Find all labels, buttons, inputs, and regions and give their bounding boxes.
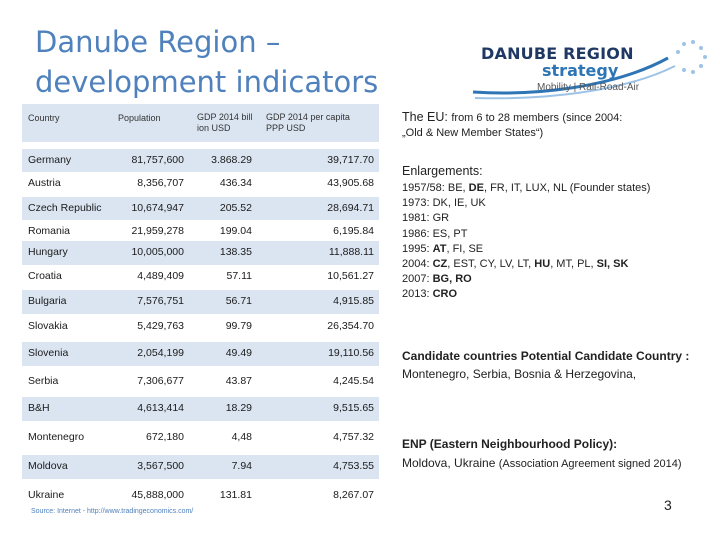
cell-country: Slovenia bbox=[28, 347, 69, 359]
cell-gdp: 99.79 bbox=[225, 320, 252, 332]
cell-gdp-per-capita: 6,195.84 bbox=[333, 225, 374, 237]
table-row bbox=[22, 370, 379, 394]
cell-gdp: 205.52 bbox=[219, 202, 252, 214]
table-row bbox=[22, 315, 379, 339]
cell-gdp: 4,48 bbox=[231, 431, 252, 443]
candidates-heading: Candidate countries Potential Candidate Country : bbox=[402, 349, 690, 363]
enlargement-line bbox=[402, 211, 702, 226]
table-row bbox=[22, 342, 379, 366]
cell-country: Ukraine bbox=[28, 489, 65, 501]
logo-subtitle: strategy bbox=[542, 61, 619, 80]
page-number: 3 bbox=[664, 497, 672, 513]
cell-gdp-per-capita: 4,915.85 bbox=[333, 295, 374, 307]
cell-gdp: 57.11 bbox=[226, 270, 252, 282]
logo-title: DANUBE REGION bbox=[481, 44, 634, 63]
cell-population: 672,180 bbox=[146, 431, 184, 443]
candidates-block bbox=[402, 347, 702, 383]
enp-note: (Association Agreement signed 2014) bbox=[498, 458, 682, 470]
cell-country: Austria bbox=[28, 177, 61, 189]
enlargement-country: , FR, IT, LUX, NL (Founder states) bbox=[483, 182, 651, 194]
cell-country: Montenegro bbox=[28, 431, 85, 443]
enlargement-year: 2007: bbox=[402, 273, 433, 286]
cell-gdp: 436.34 bbox=[219, 177, 252, 189]
cell-country: Germany bbox=[28, 154, 72, 166]
enlargements-heading: Enlargements: bbox=[402, 164, 483, 178]
logo-tagline: Mobility | Rail-Road-Air bbox=[537, 82, 640, 93]
enlargement-country: BG, RO bbox=[432, 273, 472, 286]
cell-country: Romania bbox=[28, 225, 71, 237]
eu-members-block bbox=[402, 110, 702, 139]
table-header bbox=[22, 104, 379, 142]
enlargement-year: 1981: bbox=[402, 212, 433, 225]
enlargement-line bbox=[402, 181, 702, 196]
cell-gdp-per-capita: 4,245.54 bbox=[333, 375, 374, 387]
enlargement-year: 2004: bbox=[402, 258, 433, 271]
cell-gdp-per-capita: 43,905.68 bbox=[327, 177, 374, 189]
enlargement-country: HU bbox=[534, 258, 551, 271]
cell-gdp: 199.04 bbox=[219, 225, 252, 237]
cell-population: 4,613,414 bbox=[137, 402, 184, 414]
table-row bbox=[22, 397, 379, 421]
enlargement-year: 1973: bbox=[402, 197, 433, 210]
cell-country: Slovakia bbox=[28, 320, 68, 332]
cell-country: B&H bbox=[28, 402, 50, 414]
eu-label: The EU: bbox=[402, 110, 448, 124]
cell-gdp: 43.87 bbox=[225, 375, 252, 387]
header-gdp: GDP 2014 bill ion USD bbox=[197, 112, 253, 133]
enlargements-block bbox=[402, 164, 702, 303]
enlargement-country: BE, bbox=[447, 182, 469, 194]
enlargement-country: ES, PT bbox=[432, 227, 468, 240]
cell-country: Hungary bbox=[28, 246, 68, 258]
title-line-1: Danube Region – bbox=[35, 25, 281, 59]
cell-gdp-per-capita: 26,354.70 bbox=[327, 320, 374, 332]
cell-gdp: 3.868.29 bbox=[211, 154, 252, 166]
enlargement-country: , MT, PL, bbox=[550, 258, 597, 271]
eu-quote: „Old & New Member States“) bbox=[402, 127, 544, 139]
cell-gdp-per-capita: 28,694.71 bbox=[327, 202, 374, 214]
cell-population: 7,306,677 bbox=[137, 375, 184, 387]
cell-gdp-per-capita: 39,717.70 bbox=[327, 154, 374, 166]
cell-gdp: 56.71 bbox=[225, 295, 252, 307]
cell-gdp-per-capita: 8,267.07 bbox=[333, 489, 374, 501]
cell-gdp: 131.81 bbox=[219, 489, 252, 501]
enlargement-country: SI, SK bbox=[596, 258, 629, 271]
table-row bbox=[22, 172, 379, 196]
cell-gdp-per-capita: 9,515.65 bbox=[333, 402, 374, 414]
enlargement-line bbox=[402, 272, 702, 287]
header-country: Country bbox=[28, 113, 60, 123]
enlargement-country: CRO bbox=[432, 288, 458, 301]
table-row bbox=[22, 149, 379, 173]
enlargement-year: 1957/58: bbox=[402, 182, 448, 194]
enlargement-country: CZ bbox=[432, 258, 448, 271]
cell-gdp: 49.49 bbox=[225, 347, 252, 359]
danube-strategy-logo bbox=[463, 30, 711, 102]
cell-population: 10,005,000 bbox=[131, 246, 184, 258]
cell-gdp-per-capita: 4,753.55 bbox=[333, 460, 374, 472]
table-row bbox=[22, 241, 379, 265]
title-line-2: development indicators bbox=[35, 65, 379, 99]
enlargement-country: , EST, CY, LV, LT, bbox=[447, 258, 535, 271]
cell-population: 8,356,707 bbox=[137, 177, 184, 189]
cell-population: 7,576,751 bbox=[137, 295, 184, 307]
cell-population: 81,757,600 bbox=[131, 154, 184, 166]
enlargements-list bbox=[402, 181, 702, 303]
cell-gdp-per-capita: 19,110.56 bbox=[328, 347, 374, 359]
enp-block bbox=[402, 435, 702, 474]
cell-country: Serbia bbox=[28, 375, 59, 387]
cell-population: 21,959,278 bbox=[131, 225, 184, 237]
cell-population: 3,567,500 bbox=[137, 460, 184, 472]
eu-note: (since 2004: bbox=[562, 112, 623, 124]
table-source: Source: Internet - http://www.tradingeconomics.com/ bbox=[31, 508, 194, 515]
enlargement-country: DE bbox=[468, 182, 484, 194]
enlargement-line bbox=[402, 196, 702, 211]
enp-heading: ENP (Eastern Neighbourhood Policy): bbox=[402, 437, 618, 451]
table-row bbox=[22, 197, 379, 221]
cell-gdp: 7.94 bbox=[231, 460, 252, 472]
enlargement-line bbox=[402, 257, 702, 272]
header-population: Population bbox=[118, 113, 161, 123]
cell-country: Czech Republic bbox=[28, 202, 102, 214]
cell-country: Moldova bbox=[28, 460, 68, 472]
cell-population: 2,054,199 bbox=[137, 347, 184, 359]
cell-gdp-per-capita: 10,561.27 bbox=[327, 270, 374, 282]
table-row bbox=[22, 426, 379, 450]
enlargement-year: 2013: bbox=[402, 288, 433, 301]
cell-population: 45,888,000 bbox=[131, 489, 184, 501]
candidates-text: Montenegro, Serbia, Bosnia & Herzegovina, bbox=[402, 367, 637, 381]
enlargement-country: AT bbox=[432, 242, 447, 255]
enlargement-line bbox=[402, 242, 702, 257]
cell-gdp-per-capita: 11,888.11 bbox=[328, 246, 374, 258]
cell-country: Bulgaria bbox=[28, 295, 67, 307]
table-row bbox=[22, 484, 379, 508]
table-row bbox=[22, 265, 379, 289]
cell-population: 10,674,947 bbox=[131, 202, 184, 214]
enlargement-year: 1986: bbox=[402, 227, 433, 240]
cell-gdp-per-capita: 4,757.32 bbox=[333, 431, 374, 443]
slide-title bbox=[35, 22, 415, 102]
eu-text: from 6 to 28 members bbox=[451, 112, 559, 124]
enlargement-country: , FI, SE bbox=[446, 242, 484, 255]
cell-population: 5,429,763 bbox=[137, 320, 184, 332]
table-row bbox=[22, 455, 379, 479]
cell-gdp: 18.29 bbox=[225, 402, 252, 414]
cell-country: Croatia bbox=[28, 270, 62, 282]
enp-text: Moldova, Ukraine bbox=[402, 456, 496, 470]
header-gdp-per-capita: GDP 2014 per capita PPP USD bbox=[266, 112, 350, 133]
enlargement-line bbox=[402, 227, 702, 242]
enlargement-year: 1995: bbox=[402, 242, 433, 255]
cell-gdp: 138.35 bbox=[219, 246, 252, 258]
table-row bbox=[22, 290, 379, 314]
enlargement-country: GR bbox=[432, 212, 450, 225]
enlargement-country: DK, IE, UK bbox=[432, 197, 486, 210]
cell-population: 4,489,409 bbox=[137, 270, 184, 282]
enlargement-line bbox=[402, 287, 702, 302]
